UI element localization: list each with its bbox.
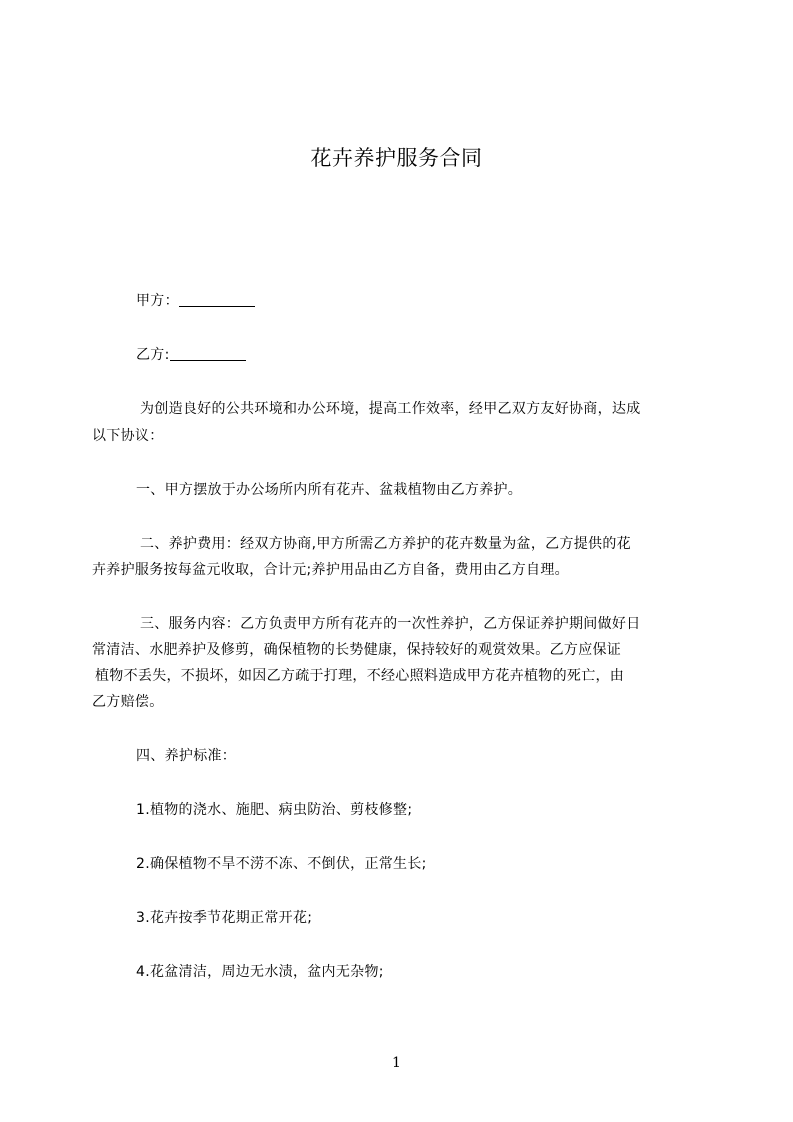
intro-line-2: 以下协议： (92, 428, 164, 444)
standard-item-4: 4.花盆清洁，周边无水渍，盆内无杂物; (136, 964, 384, 980)
standard-item-1: 1.植物的浇水、施肥、病虫防治、剪枝修整; (136, 802, 413, 818)
clause-1: 一、甲方摆放于办公场所内所有花卉、盆栽植物由乙方养护。 (136, 482, 523, 498)
party-a-label: 甲方： (136, 293, 179, 309)
party-b-line (136, 342, 706, 368)
standard-item-3: 3.花卉按季节花期正常开花; (136, 910, 313, 926)
party-b-label: 乙方: (136, 347, 170, 363)
clause-2-line-2: 卉养护服务按每盆元收取，合计元;养护用品由乙方自备，费用由乙方自理。 (92, 562, 569, 578)
standard-item-2: 2.确保植物不旱不涝不冻、不倒伏，正常生长; (136, 856, 427, 872)
clause-2-line-1: 二、养护费用：经双方协商,甲方所需乙方养护的花卉数量为盆，乙方提供的花 (140, 536, 631, 552)
party-b-blank (170, 346, 246, 361)
contract-title: 花卉养护服务合同 (310, 146, 483, 170)
page-number: 1 (392, 1055, 401, 1071)
clause-3-line-2: 常清洁、水肥养护及修剪，确保植物的长势健康，保持较好的观赏效果。乙方应保证 (92, 642, 622, 658)
clause-3-line-4: 乙方赔偿。 (92, 694, 164, 710)
party-a-blank (179, 292, 255, 307)
clause-3-line-1: 三、服务内容：乙方负责甲方所有花卉的一次性养护，乙方保证养护期间做好日 (140, 616, 641, 632)
clause-4-heading: 四、养护标准： (136, 748, 237, 764)
party-a-line (136, 288, 706, 314)
intro-line-1: 为创造良好的公共环境和办公环境，提高工作效率，经甲乙双方友好协商，达成 (140, 401, 641, 417)
clause-3-line-3: 植物不丢失，不损坏，如因乙方疏于打理，不经心照料造成甲方花卉植物的死亡，由 (95, 668, 625, 684)
